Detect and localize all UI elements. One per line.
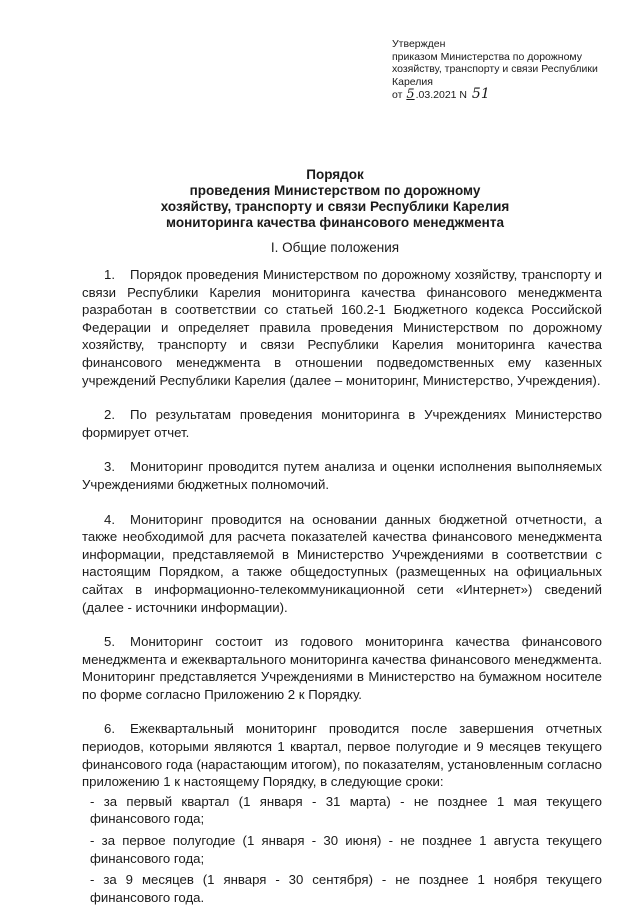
title-line: Порядок <box>306 167 364 182</box>
handwritten-day: 5 <box>406 87 415 102</box>
paragraph-text: Мониторинг проводится на основании данных бюджетной отчетности, а также необходимой для расчета показателей качества финансового менеджмента информации, представляемой в Министерство Учреждениями в соответствии с настоящим Порядком, а также общедоступных (размещенных на официальных сайтах в информационно-телекоммуникационной сети «Интернет») сведений (далее - источники информации). <box>82 511 602 615</box>
paragraph-text: Ежеквартальный мониторинг проводится после завершения отчетных периодов, которыми являются 1 квартал, первое полугодие и 9 месяцев текущего финансового года (нарастающим итогом), по показателям, установленным согласно приложению 1 к настоящему Порядку, в следующие сроки: <box>82 721 602 790</box>
paragraph-number: 6. <box>104 721 115 737</box>
paragraph-number: 4. <box>104 511 115 527</box>
document-body <box>82 266 602 910</box>
approval-date-line <box>392 88 622 102</box>
date-prefix: от <box>392 89 403 101</box>
handwritten-number: 51 <box>471 86 490 102</box>
approval-line: приказом Министерства по дорожному <box>392 50 582 63</box>
paragraph <box>82 458 602 493</box>
deadline-item: - за первое полугодие (1 января - 30 июня) - не позднее 1 августа текущего финансового года; <box>90 833 602 866</box>
approval-line: Карелия <box>392 75 433 88</box>
paragraph <box>82 633 602 703</box>
paragraph-text: Порядок проведения Министерством по дорожному хозяйству, транспорту и связи Республики Карелия мониторинга качества финансового менеджмента разработан в соответствии со статьей 160.2-1 Бюджетного кодекса Российской Федерации и определяет правила проведения Министерством по дорожному хозяйству, транспорту и связи Республики Карелия мониторинга качества финансового менеджмента в отношении подведомственных ему казенных учреждений Республики Карелия (далее – мониторинг, Министерство, Учреждения). <box>82 267 602 388</box>
deadline-list <box>82 793 602 907</box>
section-heading: I. Общие положения <box>270 240 400 255</box>
deadline-item: - за первый квартал (1 января - 31 марта) - не позднее 1 мая текущего финансового года; <box>90 793 602 827</box>
deadline-item: - за 9 месяцев (1 января - 30 сентября) - не позднее 1 ноября текущего финансового года. <box>90 872 602 905</box>
document-title <box>100 167 570 231</box>
paragraph <box>82 266 602 389</box>
paragraph-text: Мониторинг состоит из годового мониторинга качества финансового менеджмента и ежеквартального мониторинга качества финансового менеджмента. Мониторинг представляется Учреждениями в Министерство на бумажном носителе по форме согласно Приложению 2 к Порядку. <box>82 634 602 702</box>
title-line: проведения Министерством по дорожному <box>189 183 481 198</box>
paragraph-number: 2. <box>104 407 115 423</box>
paragraph-text: По результатам проведения мониторинга в Учреждениях Министерство формирует отчет. <box>82 407 602 440</box>
approval-stamp <box>392 38 622 102</box>
paragraph-number: 5. <box>104 634 115 650</box>
paragraph <box>82 511 602 617</box>
approval-line: хозяйству, транспорту и связи Республики <box>392 63 598 75</box>
title-line: хозяйству, транспорту и связи Республики Карелия <box>160 199 510 214</box>
paragraph-number: 1. <box>104 267 115 282</box>
paragraph <box>82 720 602 790</box>
paragraph-number: 3. <box>104 459 115 475</box>
title-line: мониторинга качества финансового менеджмента <box>166 215 504 230</box>
approval-line: Утвержден <box>392 38 446 50</box>
paragraph <box>82 406 602 441</box>
date-rest: .03.2021 N <box>415 89 467 101</box>
paragraph-text: Мониторинг проводится путем анализа и оценки исполнения выполняемых Учреждениями бюджетных полномочий. <box>82 459 602 492</box>
